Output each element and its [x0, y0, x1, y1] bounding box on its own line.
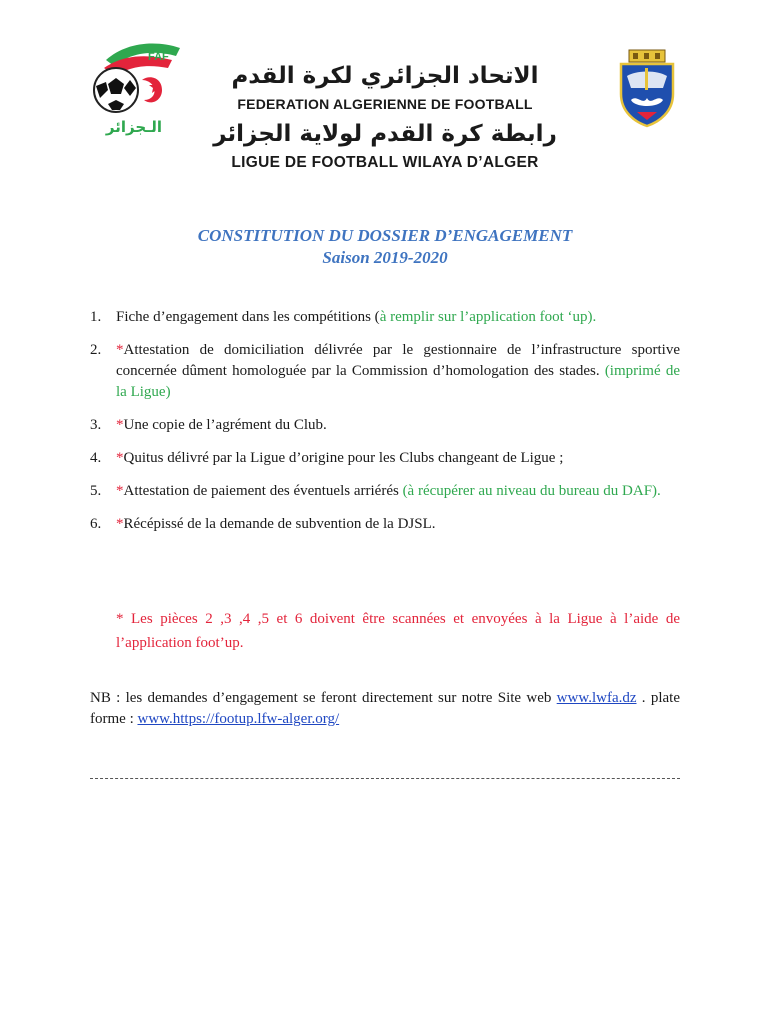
item-star: * [116, 342, 124, 358]
french-federation-name: FEDERATION ALGERIENNE DE FOOTBALL [237, 96, 533, 112]
item-star: * [116, 483, 124, 499]
list-item [90, 340, 680, 403]
item-number: 1. [90, 309, 102, 325]
list-item [90, 307, 680, 328]
faf-logo-icon [86, 38, 182, 138]
item-number: 4. [90, 450, 102, 466]
nb-paragraph [90, 688, 680, 730]
item-star: * [116, 417, 124, 433]
item-note: (à récupérer au niveau du bureau du DAF). [402, 483, 661, 499]
item-note: (imprimé de la Ligue) [116, 363, 680, 400]
item-number: 6. [90, 516, 102, 532]
document-title [90, 225, 680, 269]
letterhead [170, 62, 600, 172]
title-season: Saison 2019-2020 [322, 248, 448, 267]
arabic-league-name: رابطة كرة القدم لولاية الجزائر [213, 121, 557, 147]
item-text: Fiche d’engagement dans les compétitions ( [116, 309, 380, 325]
item-number: 5. [90, 483, 102, 499]
item-text: Récépissé de la demande de subvention de la DJSL. [123, 516, 436, 532]
nb-middle-text: . plate forme : [90, 690, 680, 727]
french-league-name: LIGUE DE FOOTBALL WILAYA D’ALGER [231, 154, 539, 171]
faf-acronym: FAF [148, 51, 169, 63]
arabic-federation-name: الاتحاد الجزائري لكرة القدم [231, 63, 539, 89]
item-text: Attestation de domiciliation délivrée par le gestionnaire de l’infrastructure sportive concernée dûment homologuée par la Commission d’homologation des stades. [116, 342, 680, 379]
item-number: 2. [90, 342, 102, 358]
item-note: à remplir sur l’application foot ‘up). [379, 309, 597, 325]
list-item [90, 415, 680, 436]
list-item [90, 514, 680, 535]
item-number: 3. [90, 417, 102, 433]
title-line-1: CONSTITUTION DU DOSSIER D’ENGAGEMENT [197, 226, 573, 245]
algiers-coat-of-arms-icon [615, 48, 679, 128]
nb-text: NB : les demandes d’engagement se feront directement sur notre Site web [90, 690, 557, 706]
website-link[interactable]: www.lwfa.dz [556, 690, 637, 706]
platform-link[interactable]: www.https://footup.lfw-alger.org/ [137, 711, 340, 727]
list-item [90, 448, 680, 469]
dashed-separator [90, 778, 680, 780]
scan-instructions-note: * Les pièces 2 ,3 ,4 ,5 et 6 doivent être scannées et envoyées à la Ligue à l’aide de l’application foot’up. [116, 611, 680, 651]
item-text: Quitus délivré par la Ligue d’origine pour les Clubs changeant de Ligue ; [123, 450, 564, 466]
item-text: Attestation de paiement des éventuels arriérés [123, 483, 403, 499]
faf-caption: الـجزائر [105, 118, 163, 136]
item-star: * [116, 450, 124, 466]
list-item [90, 481, 680, 502]
item-text: Une copie de l’agrément du Club. [123, 417, 327, 433]
item-star: * [116, 516, 124, 532]
document-checklist [90, 307, 680, 547]
